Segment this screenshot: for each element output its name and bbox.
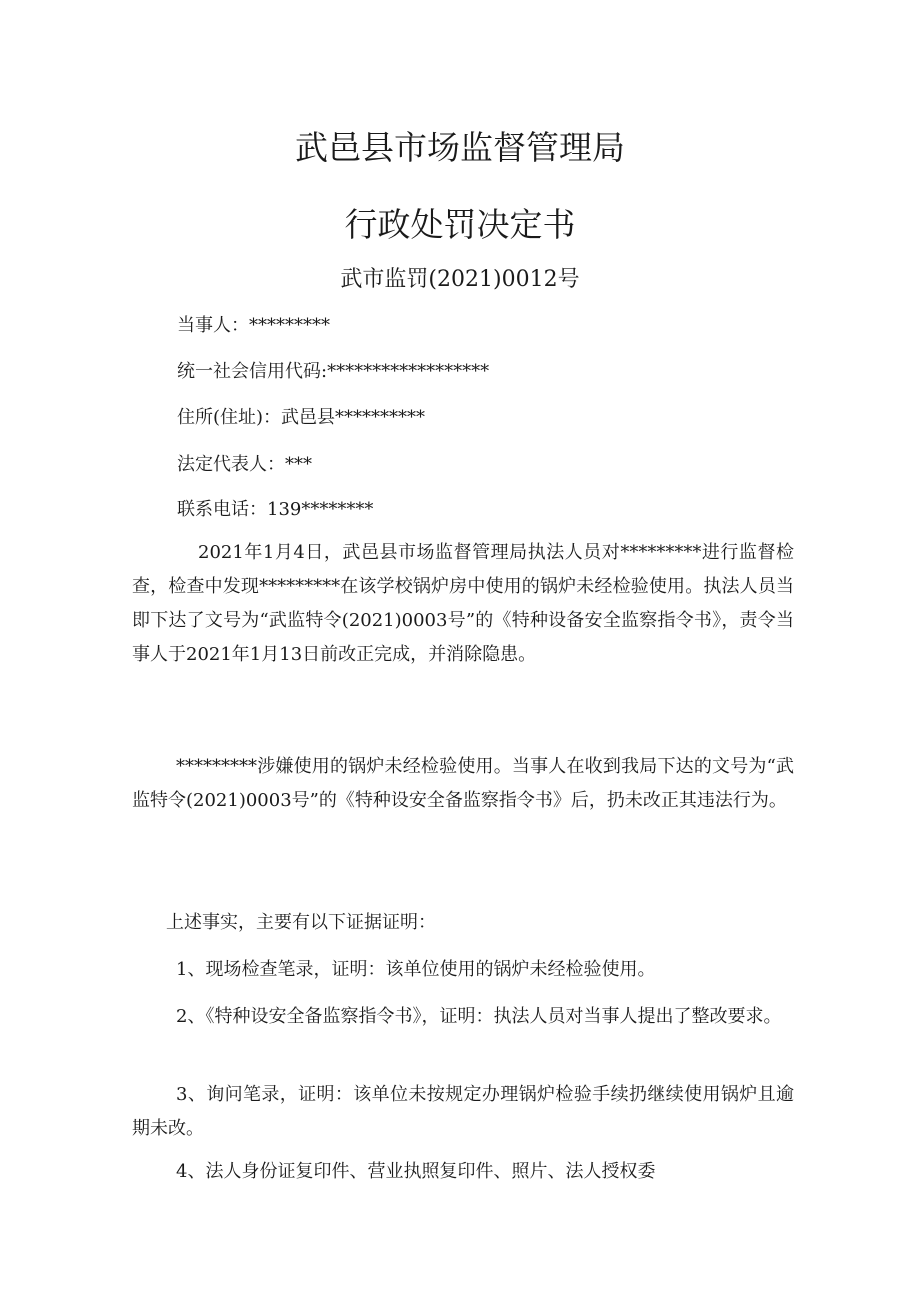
document-title: 行政处罚决定书 xyxy=(344,205,576,244)
organization-title: 武邑县市场监督管理局 xyxy=(295,128,625,167)
address-field: 住所(住址)：武邑县********** xyxy=(177,407,426,428)
evidence-heading: 上述事实，主要有以下证据证明： xyxy=(166,912,436,933)
evidence-item: 2、《特种设安全备监察指令书》，证明：执法人员对当事人提出了整改要求。 xyxy=(176,1006,782,1027)
credit-code-field: 统一社会信用代码:****************** xyxy=(177,361,490,382)
document-number: 武市监罚(2021)0012号 xyxy=(340,267,580,292)
evidence-item: 1、现场检查笔录，证明：该单位使用的锅炉未经检验使用。 xyxy=(176,959,656,980)
legal-rep-field: 法定代表人：*** xyxy=(177,454,312,475)
evidence-item: 4、法人身份证复印件、营业执照复印件、照片、法人授权委 xyxy=(176,1161,656,1182)
violation-paragraph: *********涉嫌使用的锅炉未经检验使用。当事人在收到我局下达的文号为“武监特令(2021)0003号”的《特种设安全备监察指令书》后，扔未改正其违法行为。 xyxy=(132,756,794,811)
facts-paragraph: 2021年1月4日，武邑县市场监督管理局执法人员对*********进行监督检查，检查中发现*********在该学校锅炉房中使用的锅炉未经检验使用。执法人员当即下达了文号为“武监特令(2021)0003号”的《特种设备安全监察指令书》，责令当事人于2021年1月13日前改正完成，并消除隐患。 xyxy=(132,542,794,665)
phone-field: 联系电话：139******** xyxy=(177,499,374,520)
evidence-item: 3、询问笔录，证明：该单位未按规定办理锅炉检验手续扔继续使用锅炉且逾期未改。 xyxy=(132,1084,794,1139)
party-field: 当事人：********* xyxy=(177,315,330,336)
